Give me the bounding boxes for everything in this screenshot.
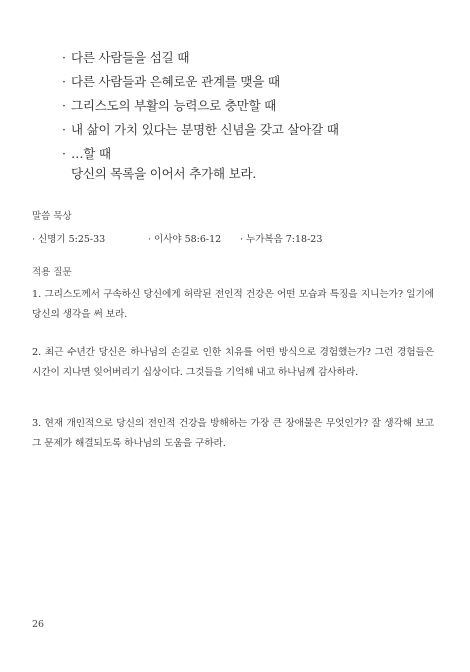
question-paragraph: 1. 그리스도께서 구속하신 당신에게 허락된 전인적 건강은 어떤 모습과 특징을 지니는가? 일기에 당신의 생각을 써 보라. bbox=[32, 289, 434, 320]
list-item-text: 다른 사람들과 은혜로운 관계를 맺을 때 bbox=[71, 74, 280, 89]
scripture-ref: · 누가복음 7:18-23 bbox=[240, 234, 323, 245]
page-number: 26 bbox=[32, 619, 45, 630]
list-item bbox=[62, 94, 339, 118]
meditation-heading: 말씀 묵상 bbox=[32, 211, 72, 222]
bullet-dot: · bbox=[62, 50, 66, 65]
question-paragraph: 3. 현재 개인적으로 당신의 전인적 건강을 방해하는 가장 큰 장애물은 무엇인가? 잘 생각해 보고 그 문제가 해결되도록 하나님의 도움을 구하라. bbox=[32, 418, 434, 449]
list-item bbox=[62, 118, 339, 142]
scripture-ref: · 신명기 5:25-33 bbox=[32, 234, 106, 245]
bullet-dot: · bbox=[62, 98, 66, 113]
closing-instruction: 당신의 목록을 이어서 추가해 보라. bbox=[71, 166, 257, 181]
scripture-references bbox=[32, 231, 322, 245]
list-item-text: 내 삶이 가치 있다는 분명한 신념을 갖고 살아갈 때 bbox=[71, 122, 339, 137]
question-paragraph: 2. 최근 수년간 당신은 하나님의 손길로 인한 치유를 어떤 방식으로 경험했는가? 그런 경험들은 시간이 지나면 잊어버리기 십상이다. 그것들을 기억해 내고 하나님께 감사하라. bbox=[32, 347, 434, 378]
bullet-dot: · bbox=[62, 74, 66, 89]
list-item-text: 그리스도의 부활의 능력으로 충만할 때 bbox=[71, 98, 277, 113]
bullet-list bbox=[62, 46, 339, 166]
application-heading: 적용 질문 bbox=[32, 267, 72, 278]
list-item bbox=[62, 46, 339, 70]
bullet-dot: · bbox=[62, 146, 66, 161]
list-item bbox=[62, 70, 339, 94]
list-item-text: 다른 사람들을 섬길 때 bbox=[71, 50, 190, 65]
scripture-ref: · 이사야 58:6-12 bbox=[148, 234, 222, 245]
list-item bbox=[62, 142, 339, 166]
list-item-text: …할 때 bbox=[71, 146, 111, 161]
bullet-dot: · bbox=[62, 122, 66, 137]
